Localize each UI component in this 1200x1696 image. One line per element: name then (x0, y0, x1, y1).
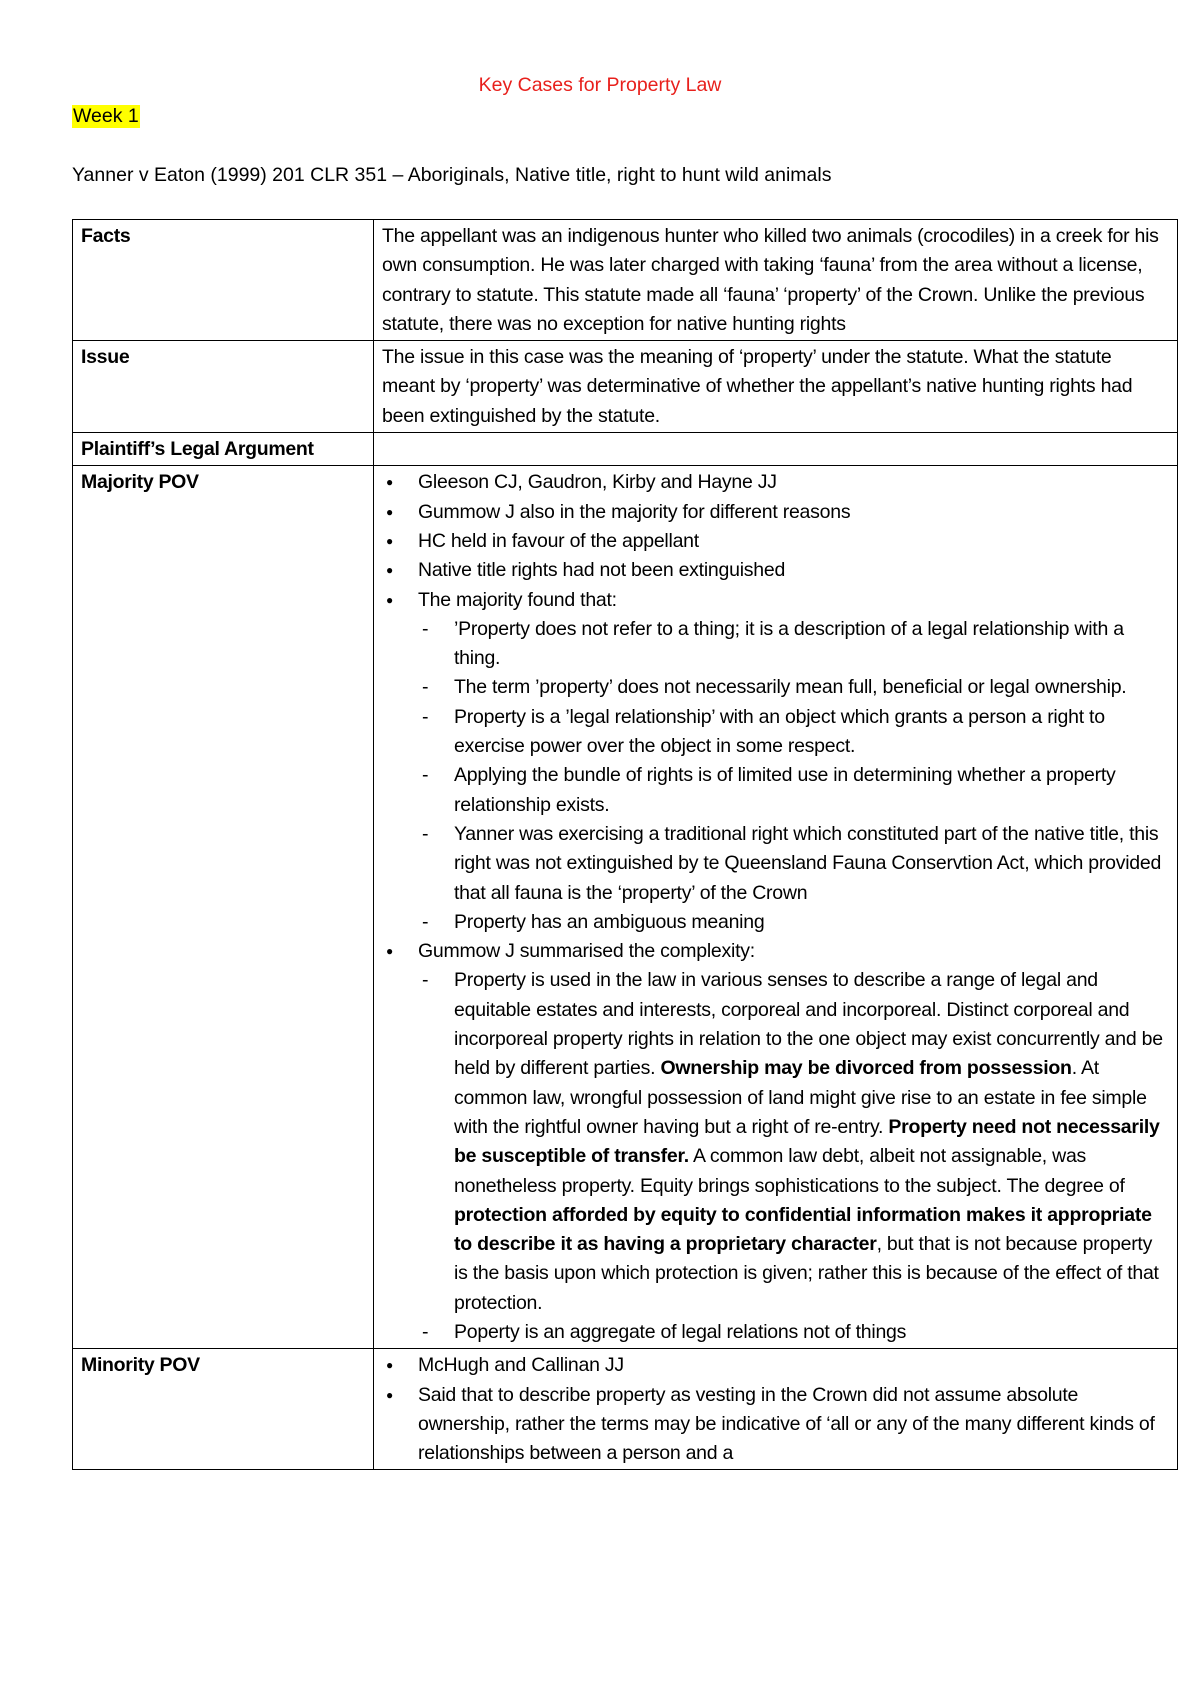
list-item: - Property is a ’legal relationship’ with an object which grants a person a right to exercise power over the object in some respect. (418, 703, 1169, 762)
plaintiff-text (374, 433, 1178, 466)
list-item (382, 937, 1169, 1347)
minority-content (374, 1349, 1178, 1470)
plaintiff-label: Plaintiff’s Legal Argument (73, 433, 374, 466)
minority-label: Minority POV (73, 1349, 374, 1470)
list-item-text: Gummow J summarised the complexity: (418, 940, 755, 963)
list-item: ● Gummow J also in the majority for different reasons (382, 498, 1169, 527)
case-table (72, 219, 1178, 1470)
minority-row (73, 1349, 1178, 1470)
quote-emphasis: protection afforded by equity to confidential information makes it appropriate to describe it as having a proprietary character (454, 1203, 1152, 1256)
gummow-points (418, 966, 1169, 1347)
facts-row (73, 220, 1178, 341)
issue-text: The issue in this case was the meaning of ‘property’ under the statute. What the statute meant by ‘property’ was determinative of whether the appellant’s native hunting rights had been extinguished by the statute. (374, 341, 1178, 433)
list-item: ● McHugh and Callinan JJ (382, 1351, 1169, 1380)
majority-findings (418, 615, 1169, 937)
list-item: - ’Property does not refer to a thing; it is a description of a legal relationship with a thing. (418, 615, 1169, 674)
document-title: Key Cases for Property Law (478, 74, 722, 96)
list-item: - Property has an ambiguous meaning (418, 908, 1169, 937)
list-item: ● Gleeson CJ, Gaudron, Kirby and Hayne JJ (382, 468, 1169, 497)
list-item-text: The majority found that: (418, 588, 617, 611)
majority-label: Majority POV (73, 466, 374, 1349)
quote-text: Property is used in the law in various senses to describe a range of legal and equitable estates and interests, corporeal and incorporeal. Distinct corporeal and incorporeal property rights in relation to the one object may exist concurrently and be held by different parties. (454, 969, 1163, 1080)
list-item: - The term ’property’ does not necessarily mean full, beneficial or legal ownership. (418, 673, 1169, 702)
list-item: ● HC held in favour of the appellant (382, 527, 1169, 556)
majority-bullets (382, 468, 1169, 1347)
list-item: - Applying the bundle of rights is of limited use in determining whether a property relationship exists. (418, 761, 1169, 820)
minority-bullets (382, 1351, 1169, 1468)
case-heading: Yanner v Eaton (1999) 201 CLR 351 – Aboriginals, Native title, right to hunt wild animals (72, 164, 832, 186)
list-item (382, 586, 1169, 938)
majority-row (73, 466, 1178, 1349)
quote-emphasis: Property need not necessarily be susceptible of transfer. (454, 1115, 1160, 1168)
list-item: - Poperty is an aggregate of legal relations not of things (418, 1318, 1169, 1347)
quote-text: A common law debt, albeit not assignable, was nonetheless property. Equity brings sophistications to the subject. The degree of (454, 1145, 1125, 1197)
list-item: ● Native title rights had not been extinguished (382, 556, 1169, 585)
plaintiff-row (73, 433, 1178, 466)
list-item: - Yanner was exercising a traditional right which constituted part of the native title, this right was not extinguished by te Queensland Fauna Conservtion Act, which provided that all fauna is the ‘property’ of the Crown (418, 820, 1169, 908)
facts-text: The appellant was an indigenous hunter who killed two animals (crocodiles) in a creek for his own consumption. He was later charged with taking ‘fauna’ from the area without a license, contrary to statute. This statute made all ‘fauna’ ‘property’ of the Crown. Unlike the previous statute, there was no exception for native hunting rights (374, 220, 1178, 341)
issue-row (73, 341, 1178, 433)
gummow-quote (418, 966, 1169, 1318)
list-item: ● Said that to describe property as vesting in the Crown did not assume absolute ownership, rather the terms may be indicative of ‘all or any of the many different kinds of relationships between a person and a (382, 1381, 1169, 1469)
quote-text: . At common law, wrongful possession of land might give rise to an estate in fee simple with the rightful owner having but a right of re-entry. (454, 1057, 1147, 1138)
majority-content (374, 466, 1178, 1349)
quote-emphasis: Ownership may be divorced from possession (660, 1057, 1072, 1080)
quote-text: , but that is not because property is the basis upon which protection is given; rather this is because of the effect of that protection. (454, 1233, 1159, 1314)
issue-label: Issue (73, 341, 374, 433)
week-label: Week 1 (73, 105, 139, 127)
facts-label: Facts (73, 220, 374, 341)
